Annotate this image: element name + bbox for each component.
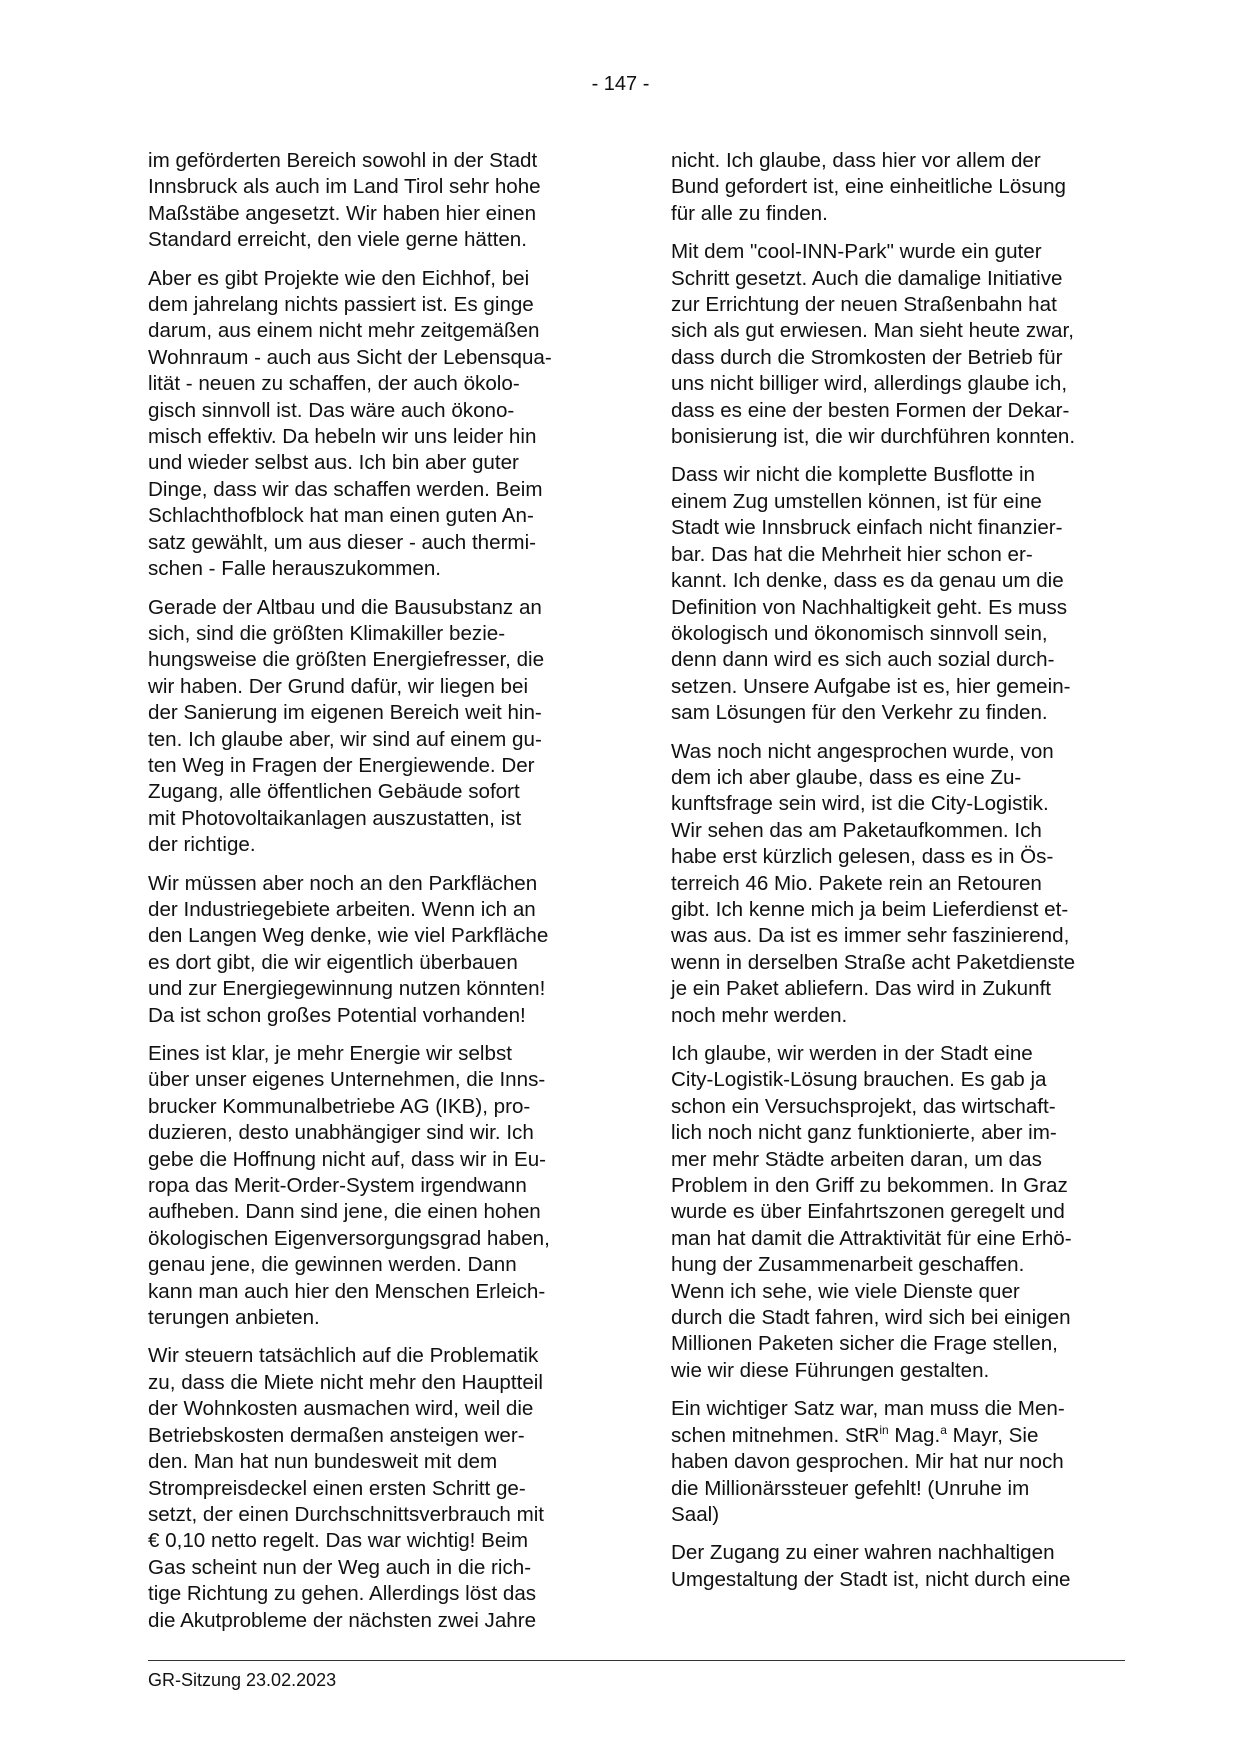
paragraph: Der Zugang zu einer wahren nachhaltigen Umgestaltung der Stadt ist, nicht durch eine xyxy=(671,1541,1071,1591)
left-column xyxy=(148,148,598,1646)
paragraph: Ich glaube, wir werden in der Stadt eine City-Logistik-Lösung brauchen. Es gab ja schon ein Versuchsprojekt, das wirtschaft- lich noch nicht ganz funktionierte, aber im- mer mehr Städte arbeiten daran, um das Problem in den Griff zu bekommen. In Graz wurde es über Einfahrtszonen geregelt und man hat damit die Attraktivität für eine Erhö- hung der Zusammenarbeit geschaffen. Wenn ich sehe, wie viele Dienste quer durch die Stadt fahren, wird sich bei einigen Millionen Paketen sicher die Frage stellen, wie wir diese Führungen gestalten. xyxy=(671,1042,1072,1382)
text-fragment: Ein wichtiger Satz war, man muss die Men- schen mitnehmen. StR xyxy=(671,1397,1065,1447)
superscript: in xyxy=(879,1422,889,1437)
paragraph: Mit dem "cool-INN-Park" wurde ein guter Schritt gesetzt. Auch die damalige Initiative zur Errichtung der neuen Straßenbahn hat sich als gut erwiesen. Man sieht heute zwar, dass durch die Stromkosten der Betrieb für uns nicht billiger wird, allerdings glaube ich, dass es eine der besten Formen der Dekar- bonisierung ist, die wir durchführen konnten. xyxy=(671,240,1076,449)
right-column xyxy=(671,148,1121,1605)
paragraph: Gerade der Altbau und die Bausubstanz an sich, sind die größten Klimakiller bezie- hungsweise die größten Energiefresser, die wir haben. Der Grund dafür, wir liegen bei der Sanierung im eigenen Bereich weit hin- ten. Ich glaube aber, wir sind auf einem gu- ten Weg in Fragen der Energiewende. Der Zugang, alle öffentlichen Gebäude sofort mit Photovoltaikanlagen auszustatten, ist der richtige. xyxy=(148,595,545,857)
text-fragment: Mayr, Sie haben davon gesprochen. Mir hat nur noch die Millionärssteuer gefehlt! (Unruhe im Saal) xyxy=(671,1423,1064,1526)
text-fragment: Mag. xyxy=(888,1423,941,1447)
paragraph-with-superscripts xyxy=(671,1396,1121,1528)
paragraph: Wir müssen aber noch an den Parkflächen der Industriegebiete arbeiten. Wenn ich an den Langen Weg denke, wie viel Parkfläche es dort gibt, die wir eigentlich überbauen und zur Energiegewinnung nutzen könnten! Da ist schon großes Potential vorhanden! xyxy=(148,871,549,1027)
page-number: - 147 - xyxy=(591,73,650,95)
paragraph: nicht. Ich glaube, dass hier vor allem der Bund gefordert ist, eine einheitliche Lösung für alle zu finden. xyxy=(671,149,1066,225)
paragraph: Eines ist klar, je mehr Energie wir selbst über unser eigenes Unternehmen, die Inns- brucker Kommunalbetriebe AG (IKB), pro- duzieren, desto unabhängiger sind wir. Ich gebe die Hoffnung nicht auf, dass wir in Eu- ropa das Merit-Order-System irgendwann aufheben. Dann sind jene, die einen hohen ökologischen Eigenversorgungsgrad haben, genau jene, die gewinnen werden. Dann kann man auch hier den Menschen Erleich- terungen anbieten. xyxy=(148,1042,550,1330)
paragraph: im geförderten Bereich sowohl in der Stadt Innsbruck als auch im Land Tirol sehr hohe Maßstäbe angesetzt. Wir haben hier einen Standard erreicht, den viele gerne hätten. xyxy=(148,149,541,252)
footer-divider xyxy=(148,1660,1125,1661)
paragraph: Dass wir nicht die komplette Busflotte in einem Zug umstellen können, ist für eine Stadt wie Innsbruck einfach nicht finanzier- bar. Das hat die Mehrheit hier schon er- kannt. Ich denke, dass es da genau um die Definition von Nachhaltigkeit geht. Es muss ökologisch und ökonomisch sinnvoll sein, denn dann wird es sich auch sozial durch- setzen. Unsere Aufgabe ist es, hier gemein- sam Lösungen für den Verkehr zu finden. xyxy=(671,463,1071,725)
footer-session-date: GR-Sitzung 23.02.2023 xyxy=(148,1670,337,1690)
superscript: a xyxy=(940,1422,947,1437)
paragraph: Aber es gibt Projekte wie den Eichhof, bei dem jahrelang nichts passiert ist. Es ginge darum, aus einem nicht mehr zeitgemäßen Wohnraum - auch aus Sicht der Lebensqua- lität - neuen zu schaffen, der auch ökolo- gisch sinnvoll ist. Das wäre auch ökono- misch effektiv. Da hebeln wir uns leider hin und wieder selbst aus. Ich bin aber guter Dinge, dass wir das schaffen werden. Beim Schlachthofblock hat man einen guten An- satz gewählt, um aus dieser - auch thermi- schen - Falle herauszukommen. xyxy=(148,266,552,581)
paragraph: Was noch nicht angesprochen wurde, von dem ich aber glaube, dass es eine Zu- kunftsfrage sein wird, ist die City-Logistik. Wir sehen das am Paketaufkommen. Ich habe erst kürzlich gelesen, dass es in Ös- terreich 46 Mio. Pakete rein an Retouren gibt. Ich kenne mich ja beim Lieferdienst et- was aus. Da ist es immer sehr faszinierend, wenn in derselben Straße acht Paketdienste je ein Paket abliefern. Das wird in Zukunft noch mehr werden. xyxy=(671,739,1076,1027)
paragraph: Wir steuern tatsächlich auf die Problematik zu, dass die Miete nicht mehr den Hauptteil der Wohnkosten ausmachen wird, weil die Betriebskosten dermaßen ansteigen wer- den. Man hat nun bundesweit mit dem Strompreisdeckel einen ersten Schritt ge- setzt, der einen Durchschnittsverbrauch mit € 0,10 netto regelt. Das war wichtig! Beim Gas scheint nun der Weg auch in die rich- tige Richtung zu gehen. Allerdings löst das die Akutprobleme der nächsten zwei Jahre xyxy=(148,1344,545,1632)
